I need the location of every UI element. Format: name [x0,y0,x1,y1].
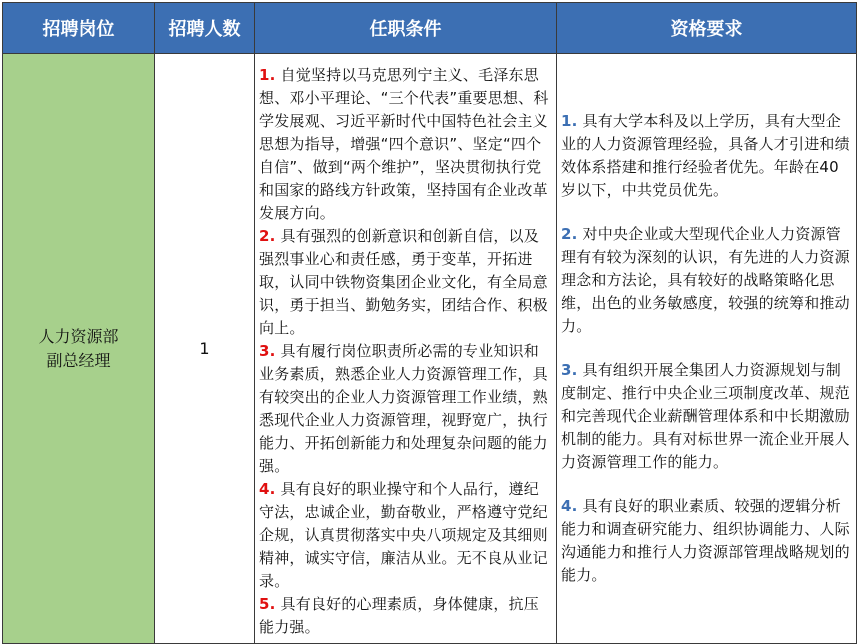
requirement-text: 具有良好的职业素质、较强的逻辑分析能力和调查研究能力、组织协调能力、人际沟通能力和推行人力资源部管理战略规划的能力。 [561,497,850,584]
condition-text: 具有强烈的创新意识和创新自信，以及强烈事业心和责任感，勇于变革，开拓进取，认同中铁物资集团企业文化，有全局意识，勇于担当、勤勉务实，团结合作、积极向上。 [259,227,548,337]
requirements-cell [557,54,857,644]
requirement-number: 2. [561,225,578,243]
header-position: 招聘岗位 [3,3,155,54]
requirement-number: 3. [561,361,578,379]
condition-number: 2. [259,227,276,245]
header-requirements: 资格要求 [557,3,857,54]
position-line-1: 人力资源部 [38,326,119,346]
header-row [3,3,857,54]
condition-number: 1. [259,66,276,84]
requirement-item [561,359,850,474]
requirement-item [561,495,850,587]
position-line-2: 副总经理 [46,350,111,370]
requirement-item [561,223,850,338]
condition-text: 具有良好的职业操守和个人品行，遵纪守法，忠诚企业，勤奋敬业，严格遵守党纪企规，认真贯彻落实中央八项规定及其细则精神，诚实守信，廉洁从业。无不良从业记录。 [259,480,548,590]
header-conditions: 任职条件 [255,3,557,54]
count-cell: 1 [155,54,255,644]
requirement-text: 具有组织开展全集团人力资源规划与制度制定、推行中央企业三项制度改革、规范和完善现代企业薪酬管理体系和中长期激励机制的能力。具有对标世界一流企业开展人力资源管理工作的能力。 [561,361,850,471]
condition-item [259,342,548,475]
requirement-text: 对中央企业或大型现代企业人力资源管理有有较为深刻的认识，有先进的人力资源理念和方法论，具有较好的战略策略化思维，出色的业务敏感度，较强的统筹和推动力。 [561,225,850,335]
condition-text: 具有履行岗位职责所必需的专业知识和业务素质，熟悉企业人力资源管理工作，具有较突出的企业人力资源管理工作业绩，熟悉现代企业人力资源管理，视野宽广，执行能力、开拓创新能力和处理复杂问题的能力强。 [259,342,548,475]
condition-number: 5. [259,595,276,613]
conditions-list [255,54,556,643]
condition-text: 具有良好的心理素质，身体健康，抗压能力强。 [259,595,539,636]
condition-item [259,480,548,590]
condition-number: 4. [259,480,276,498]
position-cell [3,54,155,644]
requirement-item [561,110,850,202]
requirements-list [557,110,856,587]
condition-item [259,227,548,337]
requirement-text: 具有大学本科及以上学历，具有大型企业的人力资源管理经验，具备人才引进和绩效体系搭建和推行经验者优先。年龄在40岁以下，中共党员优先。 [561,112,850,199]
recruitment-table [2,2,857,644]
conditions-cell [255,54,557,644]
condition-item [259,595,539,636]
requirement-number: 1. [561,112,578,130]
condition-item [259,66,549,222]
requirement-number: 4. [561,497,578,515]
condition-number: 3. [259,342,276,360]
header-count: 招聘人数 [155,3,255,54]
condition-text: 自觉坚持以马克思列宁主义、毛泽东思想、邓小平理论、“三个代表”重要思想、科学发展观、习近平新时代中国特色社会主义思想为指导，增强“四个意识”、坚定“四个自信”、做到“两个维护”，坚决贯彻执行党和国家的路线方针政策，坚持国有企业改革发展方向。 [259,66,549,222]
table-row [3,54,857,644]
